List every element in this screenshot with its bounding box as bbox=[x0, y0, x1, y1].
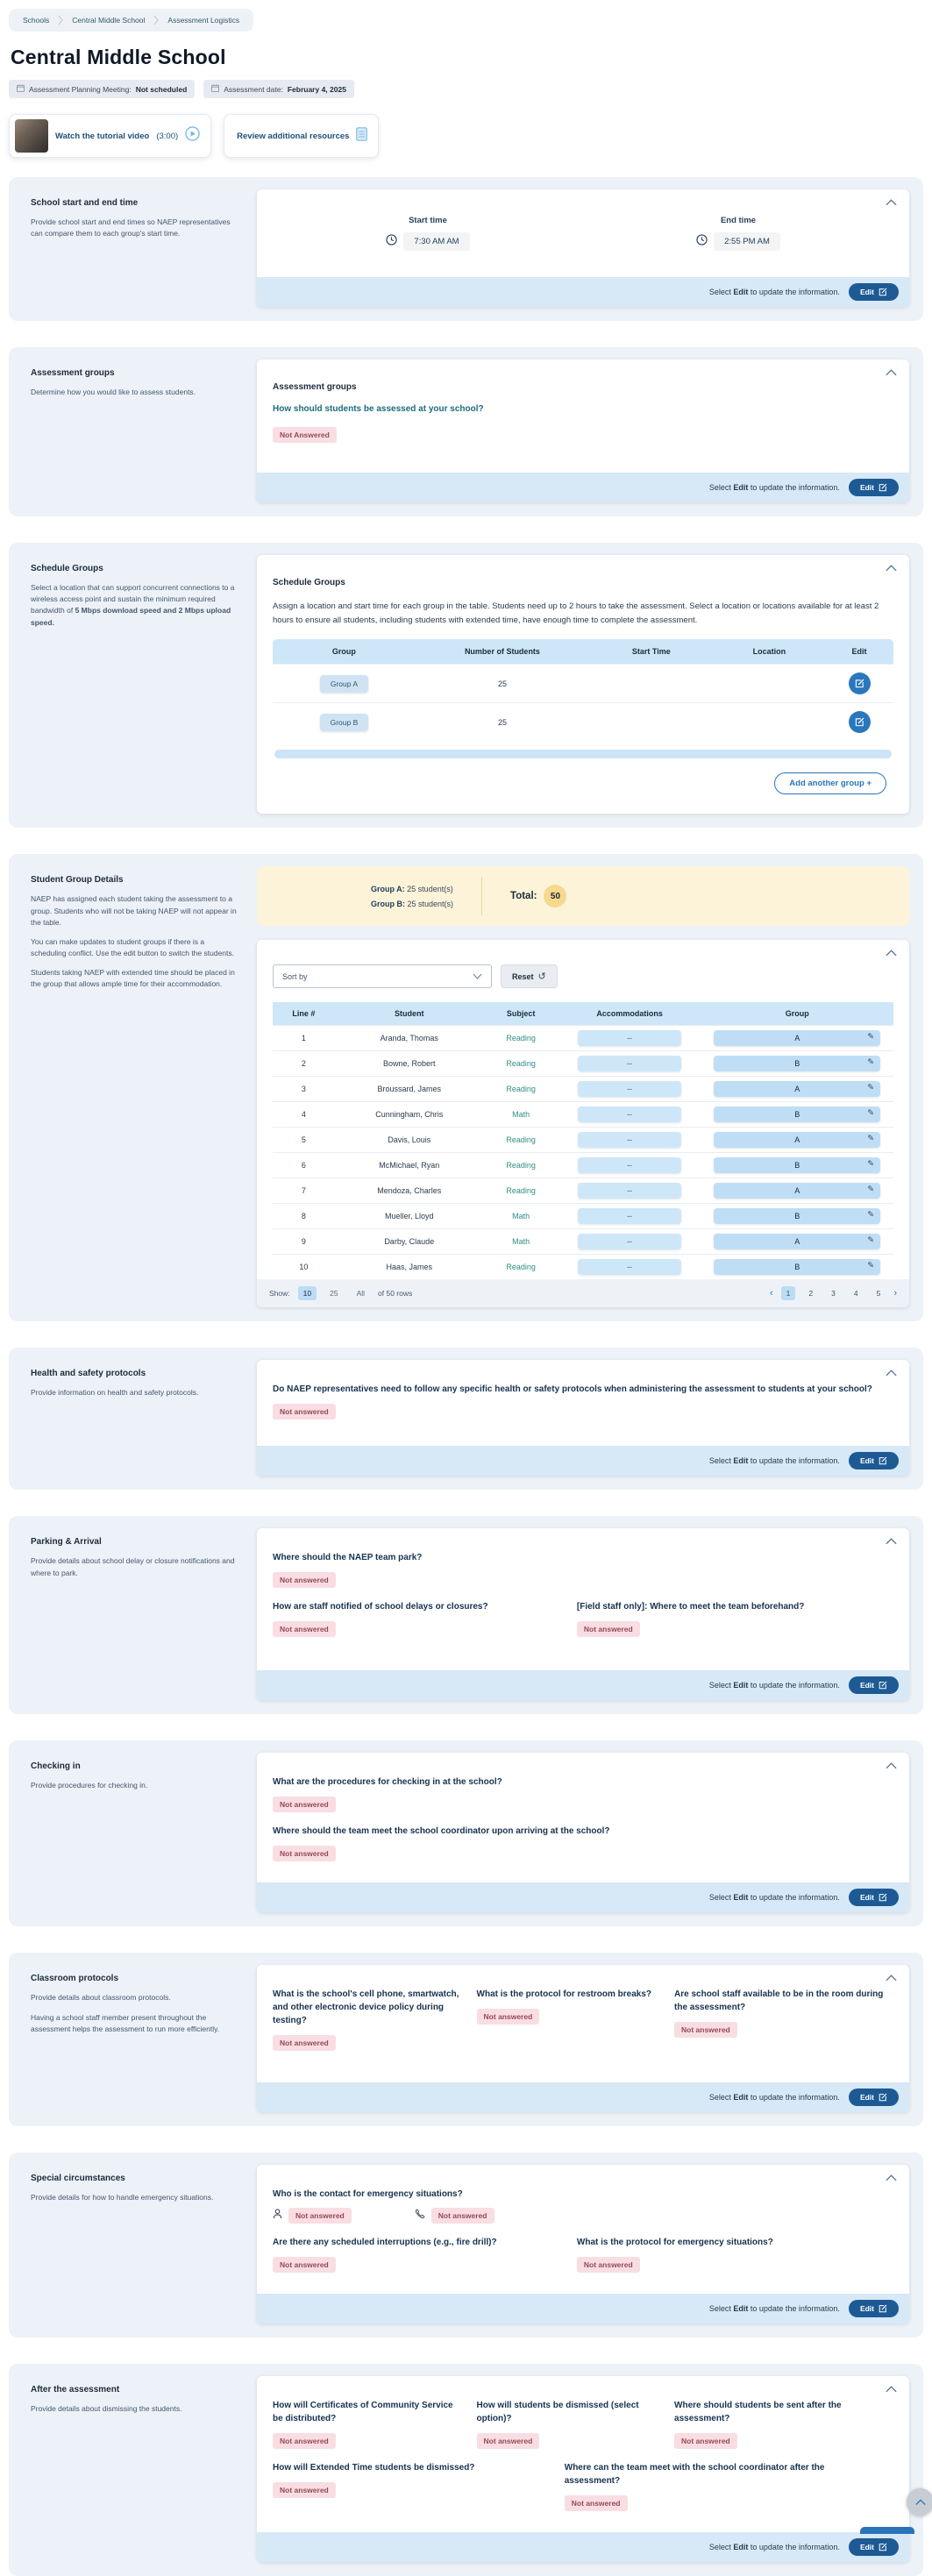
question: Do NAEP representatives need to follow any specific health or safety protocols when administering the assessment to students at your school? bbox=[273, 1384, 872, 1395]
group-chip: A ✎ bbox=[714, 1132, 880, 1148]
section-school-start-end-time bbox=[9, 177, 923, 321]
group-b-chip: Group B bbox=[320, 714, 369, 731]
section-sidebar bbox=[31, 1360, 257, 1476]
edit-footer bbox=[257, 277, 909, 307]
group-chip: B ✎ bbox=[714, 1259, 880, 1275]
tutorial-video-duration: (3:00) bbox=[156, 131, 179, 141]
not-answered-badge: Not Answered bbox=[273, 427, 337, 443]
total-label: Total: bbox=[510, 891, 537, 902]
table-header-row bbox=[273, 1002, 893, 1026]
group-a-students: 25 bbox=[416, 665, 589, 703]
section-title: Schedule Groups bbox=[31, 564, 103, 573]
subject: Math bbox=[484, 1204, 558, 1229]
page-3[interactable]: 3 bbox=[831, 1289, 836, 1299]
section-description: Provide school start and end times so NAEP representatives can compare them to each group's start time. bbox=[31, 217, 231, 238]
student-name: Mueller, Lloyd bbox=[335, 1204, 484, 1229]
section-checking-in bbox=[9, 1740, 923, 1926]
section-sidebar bbox=[31, 2376, 257, 2562]
group-a-chip: Group A bbox=[320, 675, 368, 693]
time-values bbox=[273, 212, 893, 263]
edit-footer bbox=[257, 2082, 909, 2112]
special-circumstances-card bbox=[257, 2165, 909, 2323]
section-description: Provide information on health and safety protocols. bbox=[31, 1388, 199, 1398]
section-title: Health and safety protocols bbox=[31, 1369, 146, 1379]
group-b-location bbox=[714, 703, 825, 742]
pagination-bar bbox=[257, 1279, 909, 1307]
checking-in-card bbox=[257, 1753, 909, 1912]
student-name: Cunningham, Chris bbox=[335, 1102, 484, 1128]
edit-pencil-icon[interactable]: ✎ bbox=[867, 1083, 875, 1093]
not-answered-badge: Not answered bbox=[477, 2433, 540, 2449]
not-answered-badge: Not answered bbox=[674, 2022, 737, 2038]
schedule-groups-card bbox=[257, 555, 909, 814]
edit-button[interactable]: Edit bbox=[849, 479, 899, 496]
student-row bbox=[273, 1204, 893, 1229]
section-description: NAEP has assigned each student taking the assessment to a group. Students who will not be taking NAEP will not appear in the table. bbox=[31, 894, 237, 927]
question: Where should students be sent after the assessment? bbox=[674, 2401, 842, 2424]
subject: Reading bbox=[484, 1077, 558, 1102]
group-chip: A ✎ bbox=[714, 1234, 880, 1249]
column-header-group: Group bbox=[273, 639, 416, 665]
breadcrumb-current-assessment-logistics: Assessment Logistics bbox=[167, 16, 240, 25]
person-icon bbox=[273, 2208, 282, 2224]
student-name: Mendoza, Charles bbox=[335, 1178, 484, 1204]
line-number: 7 bbox=[273, 1178, 335, 1204]
section-title: Parking & Arrival bbox=[31, 1537, 102, 1548]
assessment-date-label: Assessment date: bbox=[224, 84, 283, 94]
column-header-accommodations: Accommodations bbox=[558, 1002, 701, 1026]
not-answered-badge: Not answered bbox=[273, 1572, 336, 1588]
reset-icon: ↺ bbox=[537, 971, 546, 983]
column-header-subject: Subject bbox=[484, 1002, 558, 1026]
page-2[interactable]: 2 bbox=[808, 1289, 814, 1299]
not-answered-badge: Not answered bbox=[273, 1846, 336, 1861]
schedule-groups-table bbox=[273, 639, 893, 741]
edit-pencil-icon[interactable]: ✎ bbox=[867, 1134, 875, 1144]
not-answered-badge: Not answered bbox=[288, 2208, 352, 2224]
reset-button[interactable]: Reset ↺ bbox=[501, 964, 558, 988]
chevron-right-icon bbox=[58, 15, 63, 25]
column-header-line: Line # bbox=[273, 1002, 335, 1026]
section-parking-arrival bbox=[9, 1516, 923, 1714]
column-header-student: Student bbox=[335, 1002, 484, 1026]
question: How will Extended Time students be dismissed? bbox=[273, 2463, 475, 2473]
question: Where can the team meet with the school coordinator after the assessment? bbox=[564, 2463, 825, 2487]
start-time-label: Start time bbox=[409, 216, 447, 225]
page-5[interactable]: 5 bbox=[876, 1289, 881, 1299]
subject: Reading bbox=[484, 1026, 558, 1051]
not-answered-badge: Not answered bbox=[431, 2208, 494, 2224]
section-description: Provide procedures for checking in. bbox=[31, 1781, 148, 1790]
section-title: Classroom protocols bbox=[31, 1974, 119, 1984]
edit-hint: Select Edit to update the information. bbox=[708, 2543, 840, 2552]
edit-hint: Select Edit to update the information. bbox=[708, 2093, 840, 2103]
rows-count-label: of 50 rows bbox=[378, 1289, 413, 1299]
classroom-protocols-card bbox=[257, 1965, 909, 2112]
edit-pencil-icon[interactable]: ✎ bbox=[867, 1057, 875, 1068]
section-assessment-groups bbox=[9, 347, 923, 516]
show-label: Show: bbox=[269, 1289, 290, 1299]
accommodations-chip: -- bbox=[578, 1081, 681, 1097]
question: What are the procedures for checking in at the school? bbox=[273, 1777, 502, 1788]
line-number: 10 bbox=[273, 1255, 335, 1280]
page-size-all[interactable]: All bbox=[356, 1289, 366, 1299]
section-sidebar bbox=[31, 1528, 257, 1700]
edit-hint: Select Edit to update the information. bbox=[708, 1681, 840, 1690]
assessment-question: How should students be assessed at your school? bbox=[273, 404, 484, 414]
page-4[interactable]: 4 bbox=[853, 1289, 858, 1299]
edit-group-button[interactable] bbox=[849, 672, 871, 694]
edit-hint: Select Edit to update the information. bbox=[708, 483, 840, 492]
document-icon bbox=[356, 127, 367, 146]
student-row bbox=[273, 1255, 893, 1280]
question: What is the protocol for emergency situations? bbox=[576, 2238, 773, 2248]
group-summary-banner bbox=[257, 866, 909, 926]
question: Are school staff available to be in the room during the assessment? bbox=[674, 1989, 884, 2013]
group-chip: B ✎ bbox=[714, 1208, 880, 1224]
group-a-count: 25 student(s) bbox=[404, 884, 453, 893]
student-row bbox=[273, 1077, 893, 1102]
question: What is the school's cell phone, smartwatch, and other electronic device policy during testing? bbox=[273, 1989, 459, 2026]
collapse-chevron-icon[interactable] bbox=[886, 369, 897, 376]
not-answered-badge: Not answered bbox=[565, 2495, 628, 2511]
total-count: 50 bbox=[544, 885, 566, 907]
planning-meeting-label: Assessment Planning Meeting: bbox=[29, 84, 132, 94]
collapse-chevron-icon[interactable] bbox=[886, 2386, 897, 2393]
column-header-group: Group bbox=[701, 1002, 893, 1026]
schedule-instructions: Assign a location and start time for each group in the table. Students need up to 2 hours to take the assessment. Select a location or locations available for at least 2 hours to ensure all students, including students with extended time, have enough time to complete the assessment. bbox=[273, 601, 879, 625]
group-chip: A ✎ bbox=[714, 1030, 880, 1046]
section-sidebar bbox=[31, 866, 257, 1307]
edit-hint: Select Edit to update the information. bbox=[708, 288, 840, 296]
edit-footer bbox=[257, 1882, 909, 1912]
group-a-label: Group A: bbox=[371, 884, 405, 893]
section-description: Having a school staff member present throughout the assessment helps the assessment to run more efficiently. bbox=[31, 2012, 220, 2033]
not-answered-badge: Not answered bbox=[273, 1404, 336, 1420]
end-time-value: 2:55 PM AM bbox=[714, 232, 780, 251]
card-heading: Assessment groups bbox=[273, 382, 357, 392]
section-health-safety bbox=[9, 1348, 923, 1490]
edit-button[interactable]: Edit bbox=[849, 2300, 899, 2317]
section-description: Select a location that can support concurrent connections to a wireless access point and sustain the minimum required bandwidth of 5 Mbps download speed and 2 Mbps upload speed. bbox=[31, 583, 235, 627]
section-sidebar bbox=[31, 189, 257, 307]
collapse-chevron-icon[interactable] bbox=[886, 565, 897, 572]
question: How are staff notified of school delays or closures? bbox=[273, 1602, 488, 1612]
line-number: 6 bbox=[273, 1153, 335, 1178]
assessment-date-value: February 4, 2025 bbox=[287, 84, 346, 94]
not-answered-badge: Not answered bbox=[273, 2433, 336, 2449]
edit-button[interactable]: Edit bbox=[849, 1889, 899, 1906]
table-row bbox=[273, 703, 893, 742]
subject: Math bbox=[484, 1229, 558, 1255]
question: Who is the contact for emergency situations? bbox=[273, 2189, 463, 2200]
accommodations-chip: -- bbox=[578, 1056, 681, 1071]
tutorial-video-card[interactable] bbox=[9, 114, 211, 158]
not-answered-badge: Not answered bbox=[674, 2433, 737, 2449]
student-row bbox=[273, 1102, 893, 1128]
group-chip: B ✎ bbox=[714, 1157, 880, 1173]
accommodations-chip: -- bbox=[578, 1208, 681, 1224]
not-answered-badge: Not answered bbox=[273, 1797, 336, 1812]
collapse-chevron-icon[interactable] bbox=[886, 199, 897, 206]
edit-pencil-icon[interactable]: ✎ bbox=[867, 1210, 875, 1220]
school-time-card bbox=[257, 189, 909, 307]
section-sidebar bbox=[31, 1753, 257, 1912]
section-title: Special circumstances bbox=[31, 2174, 125, 2184]
question: How will students be dismissed (select option)? bbox=[476, 2401, 639, 2424]
group-b-label: Group B: bbox=[371, 899, 405, 908]
line-number: 3 bbox=[273, 1077, 335, 1102]
question: Where should the NAEP team park? bbox=[273, 1553, 423, 1563]
subject: Math bbox=[484, 1102, 558, 1128]
not-answered-badge: Not answered bbox=[577, 1621, 640, 1637]
line-number: 1 bbox=[273, 1026, 335, 1051]
edit-hint: Select Edit to update the information. bbox=[708, 1456, 840, 1466]
clock-icon bbox=[696, 234, 708, 250]
collapse-chevron-icon[interactable] bbox=[886, 950, 897, 957]
accommodations-chip: -- bbox=[578, 1259, 681, 1275]
section-description: Determine how you would like to assess students. bbox=[31, 388, 196, 396]
section-title: Checking in bbox=[31, 1761, 81, 1772]
page-size-25[interactable]: 25 bbox=[330, 1289, 338, 1299]
edit-button[interactable]: Edit bbox=[849, 2089, 899, 2106]
line-number: 4 bbox=[273, 1102, 335, 1128]
edit-pencil-icon[interactable]: ✎ bbox=[867, 1235, 875, 1246]
student-name: Aranda, Thomas bbox=[335, 1026, 484, 1051]
clock-icon bbox=[386, 234, 397, 250]
header-badges bbox=[9, 80, 923, 98]
student-row bbox=[273, 1128, 893, 1153]
end-time-block bbox=[583, 216, 893, 251]
accommodations-chip: -- bbox=[578, 1157, 681, 1173]
student-row bbox=[273, 1051, 893, 1077]
tutorial-video-label: Watch the tutorial video bbox=[55, 131, 150, 141]
plus-icon: + bbox=[866, 779, 872, 789]
edit-pencil-icon[interactable]: ✎ bbox=[867, 1108, 875, 1119]
parking-card bbox=[257, 1528, 909, 1700]
edit-button[interactable]: Edit bbox=[849, 2538, 899, 2556]
not-answered-badge: Not answered bbox=[577, 2257, 640, 2273]
assessment-date-badge bbox=[203, 80, 354, 98]
chat-widget-partial[interactable] bbox=[860, 2527, 914, 2534]
column-header-start-time: Start Time bbox=[589, 639, 714, 665]
group-chip: B ✎ bbox=[714, 1107, 880, 1122]
subject: Reading bbox=[484, 1178, 558, 1204]
section-sidebar bbox=[31, 1965, 257, 2112]
table-row bbox=[273, 665, 893, 703]
not-answered-badge: Not answered bbox=[273, 1621, 336, 1637]
edit-pencil-icon[interactable]: ✎ bbox=[867, 1261, 875, 1271]
group-b-start-time bbox=[589, 703, 714, 742]
student-name: Darby, Claude bbox=[335, 1229, 484, 1255]
not-answered-badge: Not answered bbox=[273, 2257, 336, 2273]
student-name: Davis, Louis bbox=[335, 1128, 484, 1153]
subject: Reading bbox=[484, 1153, 558, 1178]
accommodations-chip: -- bbox=[578, 1234, 681, 1249]
not-answered-badge: Not answered bbox=[273, 2482, 336, 2498]
additional-resources-label: Review additional resources bbox=[237, 131, 350, 141]
section-description: You can make updates to student groups if there is a scheduling conflict. Use the edit button to switch the students. bbox=[31, 936, 234, 958]
planning-meeting-value: Not scheduled bbox=[135, 84, 188, 94]
start-time-block bbox=[273, 216, 583, 251]
play-icon[interactable] bbox=[185, 126, 200, 146]
subject: Reading bbox=[484, 1128, 558, 1153]
section-student-group-details bbox=[9, 854, 923, 1321]
calendar-icon bbox=[211, 84, 219, 94]
line-number: 5 bbox=[273, 1128, 335, 1153]
section-sidebar bbox=[31, 2165, 257, 2323]
edit-footer bbox=[257, 473, 909, 502]
breadcrumb-link-school[interactable]: Central Middle School bbox=[72, 16, 146, 25]
section-sidebar bbox=[31, 359, 257, 502]
line-number: 2 bbox=[273, 1051, 335, 1077]
section-description: Provide details for how to handle emergency situations. bbox=[31, 2193, 214, 2202]
edit-button[interactable]: Edit bbox=[849, 283, 899, 301]
edit-hint: Select Edit to update the information. bbox=[708, 2304, 840, 2314]
back-to-top-button[interactable] bbox=[907, 2488, 932, 2516]
section-title: Assessment groups bbox=[31, 368, 115, 378]
student-row bbox=[273, 1178, 893, 1204]
section-classroom-protocols bbox=[9, 1953, 923, 2126]
edit-group-button[interactable] bbox=[849, 711, 871, 733]
health-safety-card bbox=[257, 1360, 909, 1476]
question: How will Certificates of Community Service be distributed? bbox=[273, 2401, 453, 2424]
column-header-location: Location bbox=[714, 639, 825, 665]
edit-footer bbox=[257, 1670, 909, 1700]
group-chip: A ✎ bbox=[714, 1081, 880, 1097]
section-title: Student Group Details bbox=[31, 875, 124, 886]
accommodations-chip: -- bbox=[578, 1030, 681, 1046]
line-number: 8 bbox=[273, 1204, 335, 1229]
video-thumbnail bbox=[15, 119, 48, 153]
section-title: School start and end time bbox=[31, 198, 139, 208]
question: Where should the team meet the school coordinator upon arriving at the school? bbox=[273, 1826, 610, 1837]
collapse-chevron-icon[interactable] bbox=[886, 1975, 897, 1982]
group-b-count: 25 student(s) bbox=[405, 899, 454, 908]
end-time-label: End time bbox=[720, 216, 757, 225]
student-name: Haas, James bbox=[335, 1255, 484, 1280]
student-row bbox=[273, 1229, 893, 1255]
page-size-10[interactable]: 10 bbox=[298, 1286, 317, 1300]
previous-page-icon[interactable]: ‹ bbox=[769, 1288, 773, 1299]
sort-by-dropdown[interactable] bbox=[273, 964, 492, 988]
collapse-chevron-icon[interactable] bbox=[886, 1370, 897, 1377]
breadcrumb-link-schools[interactable]: Schools bbox=[23, 16, 50, 25]
next-page-icon[interactable]: › bbox=[893, 1288, 897, 1299]
section-sidebar bbox=[31, 555, 257, 814]
column-header-number-of-students: Number of Students bbox=[416, 639, 589, 665]
question: Are there any scheduled interruptions (e.g., fire drill)? bbox=[273, 2238, 497, 2248]
accommodations-chip: -- bbox=[578, 1183, 681, 1199]
column-header-edit: Edit bbox=[825, 639, 893, 665]
group-chip: B ✎ bbox=[714, 1056, 880, 1071]
chevron-up-icon bbox=[915, 2499, 926, 2506]
edit-button[interactable]: Edit bbox=[849, 1452, 899, 1469]
planning-meeting-badge bbox=[9, 80, 195, 98]
sort-by-placeholder: Sort by bbox=[282, 971, 308, 981]
phone-icon bbox=[415, 2208, 425, 2224]
edit-hint: Select Edit to update the information. bbox=[708, 1893, 840, 1903]
student-name: McMichael, Ryan bbox=[335, 1153, 484, 1178]
line-number: 9 bbox=[273, 1229, 335, 1255]
chevron-right-icon bbox=[153, 15, 159, 25]
collapse-chevron-icon[interactable] bbox=[886, 1762, 897, 1769]
section-special-circumstances bbox=[9, 2153, 923, 2338]
question: [Field staff only]: Where to meet the team beforehand? bbox=[576, 1602, 805, 1612]
section-after-assessment bbox=[9, 2364, 923, 2576]
section-description: Provide details about classroom protocols. bbox=[31, 1993, 171, 2003]
student-table bbox=[273, 1002, 893, 1279]
horizontal-scrollbar[interactable] bbox=[274, 750, 892, 758]
student-name: Bowne, Robert bbox=[335, 1051, 484, 1077]
collapse-chevron-icon[interactable] bbox=[886, 2174, 897, 2181]
student-row bbox=[273, 1153, 893, 1178]
calendar-icon bbox=[17, 84, 25, 94]
add-another-group-button[interactable]: Add another group + bbox=[774, 772, 886, 794]
not-answered-badge: Not answered bbox=[273, 2035, 336, 2051]
subject: Reading bbox=[484, 1051, 558, 1077]
edit-footer bbox=[257, 2294, 909, 2323]
additional-resources-card[interactable] bbox=[224, 114, 379, 158]
not-answered-badge: Not answered bbox=[477, 2009, 540, 2025]
edit-pencil-icon[interactable]: ✎ bbox=[867, 1185, 875, 1195]
total-block bbox=[510, 885, 566, 907]
after-assessment-card bbox=[257, 2376, 909, 2562]
chevron-down-icon bbox=[473, 972, 482, 981]
group-a-start-time bbox=[589, 665, 714, 703]
section-schedule-groups bbox=[9, 543, 923, 828]
group-b-students: 25 bbox=[416, 703, 589, 742]
edit-footer bbox=[257, 1446, 909, 1476]
collapse-chevron-icon[interactable] bbox=[886, 1538, 897, 1545]
edit-pencil-icon[interactable]: ✎ bbox=[867, 1159, 875, 1170]
edit-button[interactable]: Edit bbox=[849, 1676, 899, 1694]
page-1[interactable]: 1 bbox=[781, 1286, 796, 1300]
group-chip: A ✎ bbox=[714, 1183, 880, 1199]
start-time-value: 7:30 AM AM bbox=[403, 232, 469, 251]
group-counts bbox=[371, 885, 453, 908]
assessment-groups-card bbox=[257, 359, 909, 502]
section-description: Provide details about dismissing the students. bbox=[31, 2404, 182, 2414]
student-row bbox=[273, 1026, 893, 1051]
accommodations-chip: -- bbox=[578, 1132, 681, 1148]
accommodations-chip: -- bbox=[578, 1107, 681, 1122]
subject: Reading bbox=[484, 1255, 558, 1280]
breadcrumb bbox=[9, 9, 253, 32]
section-description: Students taking NAEP with extended time should be placed in the group that allows ample time for their accommodation. bbox=[31, 968, 235, 989]
question: What is the protocol for restroom breaks? bbox=[476, 1989, 652, 2000]
divider bbox=[481, 877, 482, 915]
section-title: After the assessment bbox=[31, 2385, 120, 2395]
section-description: Provide details about school delay or closure notifications and where to park. bbox=[31, 1556, 235, 1577]
resource-cards bbox=[9, 114, 923, 158]
card-heading: Schedule Groups bbox=[273, 578, 345, 587]
edit-footer bbox=[257, 2532, 909, 2562]
table-header-row bbox=[273, 639, 893, 665]
group-a-location bbox=[714, 665, 825, 703]
page-title: Central Middle School bbox=[11, 46, 226, 68]
edit-pencil-icon[interactable]: ✎ bbox=[867, 1032, 875, 1042]
student-table-card bbox=[257, 940, 909, 1307]
student-name: Broussard, James bbox=[335, 1077, 484, 1102]
